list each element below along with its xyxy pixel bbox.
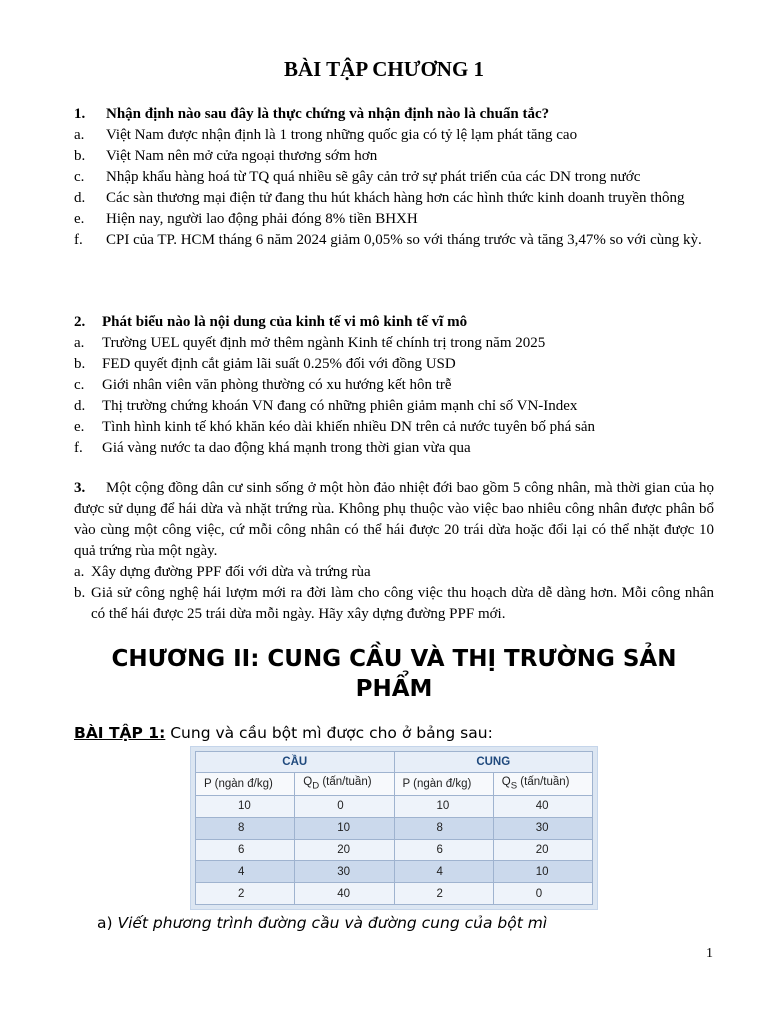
exercise-1-intro bbox=[74, 722, 714, 744]
question-text: Nhận định nào sau đây là thực chứng và nhận định nào là chuẩn tắc? bbox=[106, 106, 550, 122]
page-number: 1 bbox=[706, 946, 713, 961]
col-header-price-demand: P (ngàn đ/kg) bbox=[196, 773, 295, 796]
table-cell: 4 bbox=[196, 861, 295, 883]
option-item bbox=[74, 562, 714, 583]
sub-question-text: Viết phương trình đường cầu và đường cung của bột mì bbox=[117, 914, 548, 932]
table-cell: 2 bbox=[196, 883, 295, 905]
option-item bbox=[74, 333, 714, 354]
option-mark: b. bbox=[74, 148, 86, 164]
table-cell: 6 bbox=[196, 839, 295, 861]
option-text: Hiện nay, người lao động phải đóng 8% tiền BHXH bbox=[106, 211, 418, 227]
option-item bbox=[74, 209, 714, 230]
table-cell: 10 bbox=[196, 796, 295, 818]
supply-demand-table bbox=[190, 746, 598, 910]
option-mark: c. bbox=[74, 169, 85, 185]
table-cell: 40 bbox=[493, 796, 592, 818]
option-mark: b. bbox=[74, 585, 86, 601]
col-header-quantity-supply bbox=[493, 773, 592, 796]
table-cell: 8 bbox=[196, 817, 295, 839]
question-3-paragraph bbox=[74, 478, 714, 562]
table-row bbox=[196, 839, 593, 861]
option-item bbox=[74, 146, 714, 167]
qs-symbol: Q bbox=[501, 776, 511, 789]
question-1-heading bbox=[74, 104, 714, 125]
exercise-text: Cung và cầu bột mì được cho ở bảng sau: bbox=[165, 724, 493, 742]
table-cell: 30 bbox=[295, 861, 394, 883]
chapter-2-title: CHƯƠNG II: CUNG CẦU VÀ THỊ TRƯỜNG SẢN PHẨM bbox=[111, 646, 677, 702]
question-1 bbox=[74, 104, 714, 251]
option-text: Thị trường chứng khoán VN đang có những phiên giảm mạnh chỉ số VN-Index bbox=[102, 398, 578, 414]
question-number: 2. bbox=[74, 314, 86, 330]
option-mark: a. bbox=[74, 127, 85, 143]
option-item bbox=[74, 375, 714, 396]
table-cell: 10 bbox=[493, 861, 592, 883]
option-item bbox=[74, 167, 714, 188]
qd-unit: (tấn/tuần) bbox=[319, 776, 372, 789]
exercise-label: BÀI TẬP 1: bbox=[74, 724, 166, 742]
table-cell: 4 bbox=[394, 861, 493, 883]
table-group-header bbox=[196, 752, 593, 773]
option-text: CPI của TP. HCM tháng 6 năm 2024 giảm 0,05% so với tháng trước và tăng 3,47% so với cùng kỳ. bbox=[106, 232, 702, 248]
option-mark: a. bbox=[74, 335, 85, 351]
table-column-header bbox=[196, 773, 593, 796]
option-text: Giả sử công nghệ hái lượm mới ra đời làm cho công việc thu hoạch dừa dễ dàng hơn. Mỗi công nhân có thể hái được 25 trái dừa mỗi ngày. Hãy xây dựng đường PPF mới. bbox=[91, 585, 714, 622]
option-text: Nhập khẩu hàng hoá từ TQ quá nhiều sẽ gây cản trở sự phát triển của các DN trong nước bbox=[106, 169, 641, 185]
qd-symbol: Q bbox=[303, 776, 313, 789]
table-cell: 10 bbox=[394, 796, 493, 818]
question-number: 3. bbox=[74, 480, 86, 496]
option-text: Giới nhân viên văn phòng thường có xu hướng kết hôn trễ bbox=[102, 377, 452, 393]
question-2 bbox=[74, 312, 714, 459]
page-title: BÀI TẬP CHƯƠNG 1 bbox=[283, 57, 485, 81]
table-cell: 0 bbox=[295, 796, 394, 818]
col-header-quantity-demand bbox=[295, 773, 394, 796]
option-text: Tình hình kinh tế khó khăn kéo dài khiến nhiều DN trên cả nước tuyên bố phá sản bbox=[102, 419, 596, 435]
qd-subscript: D bbox=[312, 780, 320, 792]
option-item bbox=[74, 417, 714, 438]
option-item bbox=[74, 583, 714, 625]
table-row bbox=[196, 861, 593, 883]
option-mark: d. bbox=[74, 190, 86, 206]
option-mark: e. bbox=[74, 419, 85, 435]
col-header-price-supply: P (ngàn đ/kg) bbox=[394, 773, 493, 796]
table-row bbox=[196, 796, 593, 818]
option-item bbox=[74, 125, 714, 146]
option-text: Xây dựng đường PPF đối với dừa và trứng rùa bbox=[91, 564, 371, 580]
option-item bbox=[74, 396, 714, 417]
option-text: Giá vàng nước ta dao động khá mạnh trong thời gian vừa qua bbox=[102, 440, 471, 456]
table-cell: 10 bbox=[295, 817, 394, 839]
option-mark: d. bbox=[74, 398, 86, 414]
question-3 bbox=[74, 478, 714, 625]
table-cell: 30 bbox=[493, 817, 592, 839]
demand-header: CẦU bbox=[196, 752, 395, 773]
table-cell: 8 bbox=[394, 817, 493, 839]
question-number: 1. bbox=[74, 106, 86, 122]
sub-question-a bbox=[97, 912, 697, 934]
table-cell: 2 bbox=[394, 883, 493, 905]
table-cell: 20 bbox=[295, 839, 394, 861]
option-item bbox=[74, 230, 714, 251]
option-text: FED quyết định cắt giảm lãi suất 0.25% đối với đồng USD bbox=[102, 356, 456, 372]
question-text: Phát biểu nào là nội dung của kinh tế vi mô kinh tế vĩ mô bbox=[102, 314, 468, 330]
option-mark: f. bbox=[74, 232, 83, 248]
option-text: Trường UEL quyết định mở thêm ngành Kinh tế chính trị trong năm 2025 bbox=[102, 335, 546, 351]
qs-subscript: S bbox=[510, 780, 518, 792]
option-mark: b. bbox=[74, 356, 86, 372]
option-text: Việt Nam nên mở cửa ngoại thương sớm hơn bbox=[106, 148, 378, 164]
supply-header: CUNG bbox=[394, 752, 593, 773]
data-table bbox=[195, 751, 593, 905]
sub-question-mark: a) bbox=[97, 914, 113, 932]
question-2-heading bbox=[74, 312, 714, 333]
option-item bbox=[74, 438, 714, 459]
option-item bbox=[74, 188, 714, 209]
option-mark: a. bbox=[74, 564, 85, 580]
question-text: Một cộng đồng dân cư sinh sống ở một hòn đảo nhiệt đới bao gồm 5 công nhân, mà thời gian của họ được sử dụng để hái dừa và nhặt trứng rùa. Không phụ thuộc vào việc bao nhiêu công nhân được phân bổ vào cùng một công việc, cứ mỗi công nhân có thể hái được 20 trái dừa hoặc đổi lại có thể nhặt được 10 quả trứng rùa một ngày. bbox=[74, 480, 714, 559]
option-mark: c. bbox=[74, 377, 85, 393]
option-mark: e. bbox=[74, 211, 85, 227]
qs-unit: (tấn/tuần) bbox=[517, 776, 570, 789]
table-cell: 40 bbox=[295, 883, 394, 905]
option-text: Việt Nam được nhận định là 1 trong những quốc gia có tỷ lệ lạm phát tăng cao bbox=[106, 127, 578, 143]
option-mark: f. bbox=[74, 440, 83, 456]
table-row bbox=[196, 883, 593, 905]
table-cell: 0 bbox=[493, 883, 592, 905]
table-cell: 6 bbox=[394, 839, 493, 861]
option-text: Các sàn thương mại điện tử đang thu hút khách hàng hơn các hình thức kinh doanh truyền thông bbox=[106, 190, 685, 206]
table-row bbox=[196, 817, 593, 839]
option-item bbox=[74, 354, 714, 375]
table-cell: 20 bbox=[493, 839, 592, 861]
